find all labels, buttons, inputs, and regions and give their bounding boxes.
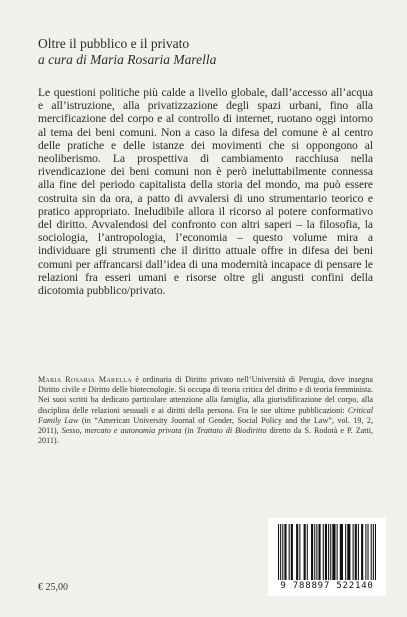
- barcode-bar: [323, 524, 324, 580]
- barcode-bar: [337, 524, 338, 580]
- barcode-bar: [345, 524, 346, 580]
- book-editor: a cura di Maria Rosaria Marella: [38, 52, 217, 67]
- barcode-bar: [311, 524, 313, 580]
- barcode-bar: [291, 524, 293, 580]
- barcode: [268, 518, 386, 596]
- barcode-bar: [328, 524, 329, 580]
- bio-text-1: è ordinaria di Diritto privato nell’Università di Perugia, dove insegna Diritto civile e Diritto delle biotecnologie. Si occupa di teoria critica del diritto e di teoria femminista. Nei suoi scritti ha dedicato particolare attenzione alla famiglia, alla giurisdificazione del corpo, alla disciplina delle relazioni sessuali e ai diritti della persona. Fra le sue ultime pubblicazioni:: [38, 375, 373, 415]
- barcode-bar: [347, 524, 350, 580]
- barcode-bar: [375, 524, 376, 580]
- barcode-bar: [314, 524, 315, 580]
- barcode-bar: [358, 524, 359, 580]
- barcode-bar: [280, 524, 281, 580]
- bio-text-2: (in “American University Journal of Gender, Social Policy and the Law”, vol. 19, 2, 2011),: [38, 415, 373, 436]
- barcode-bar: [367, 524, 368, 580]
- barcode-bar: [365, 524, 366, 580]
- author-name: Maria Rosaria Marella: [38, 375, 132, 384]
- barcode-bar: [332, 524, 335, 580]
- bio-text-4: diretto da S. Rodotà e P. Zatti, 2011).: [38, 426, 373, 446]
- title-block: [38, 36, 378, 68]
- barcode-bar: [289, 524, 290, 580]
- barcode-bar: [371, 524, 372, 580]
- bio-work-1: Critical Family Law: [38, 405, 373, 425]
- barcode-bar: [296, 524, 298, 580]
- price-label: € 25,00: [38, 582, 68, 593]
- barcode-bar: [325, 524, 327, 580]
- barcode-bar: [278, 524, 279, 580]
- bio-text-3: (in: [181, 426, 197, 436]
- barcode-bar: [355, 524, 357, 580]
- barcode-bar: [299, 524, 300, 580]
- barcode-bars: [278, 524, 376, 580]
- barcode-bar: [282, 524, 283, 580]
- bio-work-2: Sesso, mercato e autonomia privata: [61, 426, 182, 436]
- blurb-paragraph: Le questioni politiche più calde a livello globale, dall’accesso all’acqua e all’istruzione, alla privatizzazione degli spazi urbani, fino alla mercificazione del corpo e al controllo di internet, ruotano oggi intorno al tema dei beni comuni. Non a caso la difesa del comune è al centro delle pratiche e delle istanze dei movimenti che si oppongono al neoliberismo. La prospettiva di cambiamento racchiusa nella rivendicazione dei beni comuni non è però ineluttabilmente connessa alla fine del periodo capitalista della storia del mondo, ma può essere costruita sin da ora, a patto di avvalersi di uno strumentario teorico e pratico appropriato. Ineludibile allora il ricorso al potere conformativo del diritto. Avvalendosi del confronto con altri saperi – la filosofia, la sociologia, l’antropologia, l’economia – questo volume mira a individuare gli strumenti che il diritto attuale offre in difesa dei beni comuni per affrancarsi dall’idea di una modernità incapace di pensare le relazioni fra esseri umani e risorse oltre gli angusti confini della dicotomia pubblico/privato.: [38, 86, 373, 298]
- barcode-bar: [316, 524, 317, 580]
- barcode-bar: [373, 524, 374, 580]
- barcode-bar: [361, 524, 363, 580]
- barcode-bar: [284, 524, 286, 580]
- barcode-bar: [340, 524, 343, 580]
- book-title: Oltre il pubblico e il privato: [38, 36, 190, 51]
- barcode-bar: [304, 524, 306, 580]
- barcode-bar: [307, 524, 308, 580]
- barcode-bar: [318, 524, 320, 580]
- bio-work-3: Trattato di Biodiritto: [196, 426, 267, 436]
- barcode-number: 9 788897 522140: [280, 581, 374, 591]
- barcode-bar: [330, 524, 331, 580]
- author-bio: [38, 375, 373, 446]
- barcode-bar: [353, 524, 354, 580]
